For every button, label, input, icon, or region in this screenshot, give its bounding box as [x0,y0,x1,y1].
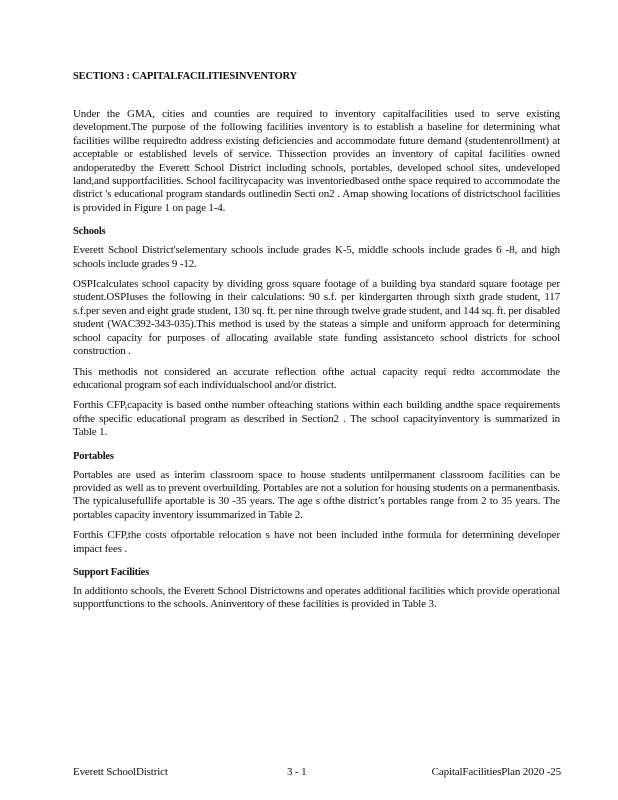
schools-paragraph-3: This methodis not considered an accurate reflection ofthe actual capacity requi redto accommodate the educational program sof each individualschool and/or district. [73,365,560,391]
schools-paragraph-4: Forthis CFP,capacity is based onthe number ofteaching stations within each building andthe space requirements ofthe specific educational program as described in Section2 . The school capacityinventory is summarized in Table 1. [73,399,560,439]
page-content [73,71,560,619]
portables-paragraph-2: Forthis CFP,the costs ofportable relocation s have not been included inthe formula for determining developer impact fees . [73,529,560,555]
footer-district-name: Everett SchoolDistrict [73,766,168,778]
footer-page-number: 3 - 1 [287,766,307,778]
schools-heading: Schools [73,226,106,238]
support-facilities-heading: Support Facilities [73,566,150,578]
schools-paragraph-2: OSPIcalculates school capacity by dividing gross square footage of a building bya standard square footage per student.OSPIuses the following in their calculations: 90 s.f. per kindergarten through sixth grade student, 117 s.f.per seven and eight grade student, 130 sq. ft. per nine through twelve grade student, and 144 sq. ft. per disabled student (WAC392-343-035).This method is used by the stateas a simple and uniform approach for determining school capacity for purposes of allocating available state funding assistanceto school districts for school construction . [73,278,560,358]
page-footer [73,765,561,779]
footer-plan-title: CapitalFacilitiesPlan 2020 -25 [431,766,561,778]
portables-heading: Portables [73,450,114,462]
portables-paragraph-1: Portables are used as interim classroom space to house students untilpermanent classroom facilities can be provided as well as to prevent overbuilding. Portables are not a solution for housing students on a permanentbasis. The typicalusefullife aportable is 30 -35 years. The age s ofthe district’s portables range from 2 to 35 years. The portables capacity inventory issummarized in Table 2. [73,468,560,521]
schools-paragraph-1: Everett School District'selementary schools include grades K-5, middle schools include grades 6 -8, and high schools include grades 9 -12. [73,244,560,270]
section-title: SECTION3 : CAPITALFACILITIESINVENTORY [73,71,297,82]
support-facilities-paragraph: In additionto schools, the Everett School Districtowns and operates additional facilities which provide operational supportfunctions to the schools. Aninventory of these facilities is provided in Table 3. [73,584,560,611]
intro-paragraph: Under the GMA, cities and counties are required to inventory capitalfacilities used to serve existing development.The purpose of the following facilities inventory is to establish a baseline for determining what facilities willbe requiredto address existing deficiencies and accommodate future demand (studentenrollment) at acceptable or established levels of service. Thissection provides an inventory of capital facilities owned andoperatedby the Everett School District including schools, portables, developed school sites, undeveloped land,and supportfacilities. School facilitycapacity was inventoriedbased onthe space required to accommodate the district 's educational program standards outlinedin Secti on2 . Amap showing locations of districtschool facilities is provided in Figure 1 on page 1-4. [73,108,560,214]
